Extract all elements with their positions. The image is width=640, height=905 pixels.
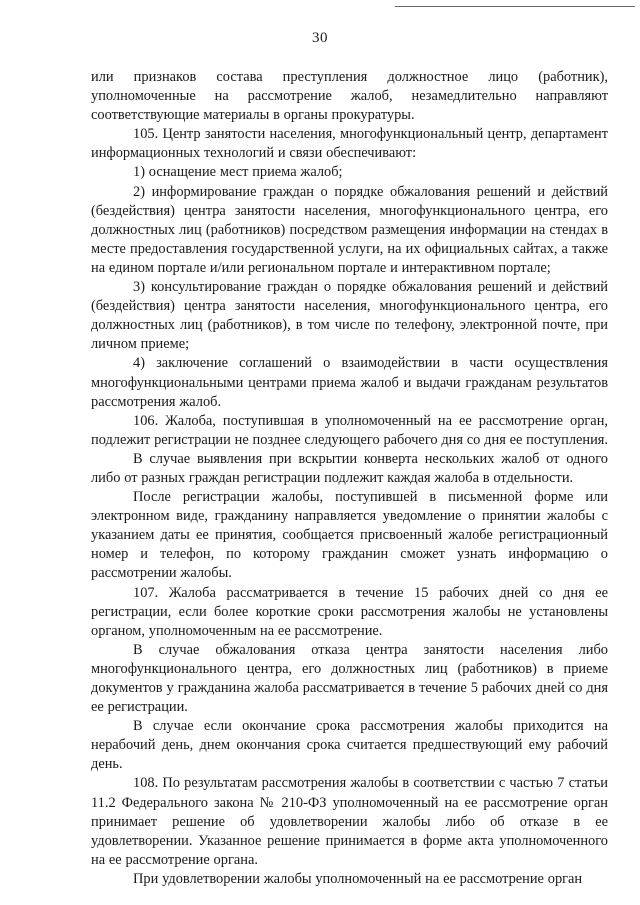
list-item-1: 1) оснащение мест приема жалоб; (133, 164, 343, 181)
list-item-2: 2) информирование граждан о порядке обжалования решений и действий (бездействия) центра занятости населения, многофункционального центра, его должностных лиц (работников) посредством размещения информации на стендах в месте предоставления государственной услуги, на их официальных сайтах, а также на едином портале и/или региональном портале и интерактивном портале; (91, 183, 608, 276)
page-number: 30 (312, 30, 328, 46)
paragraph-106-multiple-complaints: В случае выявления при вскрытии конверта нескольких жалоб от одного либо от разных граждан регистрации подлежит каждая жалоба в отдельности. (91, 450, 608, 486)
paragraph-106: 106. Жалоба, поступившая в уполномоченный на ее рассмотрение орган, подлежит регистрации не позднее следующего рабочего дня со дня ее поступления. (91, 412, 609, 448)
list-item-3: 3) консультирование граждан о порядке обжалования решений и действий (бездействия) центра занятости населения, многофункционального центра, его должностных лиц (работников), в том числе по телефону, электронной почте, при личном приеме; (91, 279, 608, 353)
paragraph-108: 108. По результатам рассмотрения жалобы в соответствии с частью 7 статьи 11.2 Федерального закона № 210-ФЗ уполномоченный на ее рассмотрение орган принимает решение об удовлетворении жалобы либо об отказе в ее удовлетворении. Указанное решение принимается в форме акта уполномоченного на ее рассмотрение органа. (91, 775, 608, 868)
header-rule (395, 6, 635, 7)
paragraph-105: 105. Центр занятости населения, многофункциональный центр, департамент информационных технологий и связи обеспечивают: (91, 126, 608, 162)
paragraph-107: 107. Жалоба рассматривается в течение 15 рабочих дней со дня ее регистрации, если более короткие сроки рассмотрения жалобы не установлены органом, уполномоченным на ее рассмотрение. (91, 584, 608, 639)
document-body (91, 68, 608, 889)
paragraph-107-non-working-day: В случае если окончание срока рассмотрения жалобы приходится на нерабочий день, днем окончания срока считается предшествующий ему рабочий день. (91, 718, 608, 773)
list-item-4: 4) заключение соглашений о взаимодействии в части осуществления многофункциональными центрами приема жалоб и выдачи гражданам результатов рассмотрения жалоб. (91, 355, 608, 410)
paragraph-continuation: или признаков состава преступления должностное лицо (работник), уполномоченные на рассмотрение жалоб, незамедлительно направляют соответствующие материалы в органы прокуратуры. (91, 69, 608, 124)
paragraph-108-satisfaction: При удовлетворении жалобы уполномоченный на ее рассмотрение орган (133, 870, 583, 887)
paragraph-106-notification: После регистрации жалобы, поступившей в письменной форме или электронном виде, гражданину направляется уведомление о принятии жалобы с указанием даты ее принятия, сообщается присвоенный жалобе регистрационный номер и телефон, по которому гражданин сможет узнать информацию о рассмотрении жалобы. (91, 489, 608, 582)
paragraph-107-refusal-appeal: В случае обжалования отказа центра занятости населения либо многофункционального центра, его должностных лиц (работников) в приеме документов у гражданина жалоба рассматривается в течение 5 рабочих дней со дня ее регистрации. (91, 641, 608, 716)
